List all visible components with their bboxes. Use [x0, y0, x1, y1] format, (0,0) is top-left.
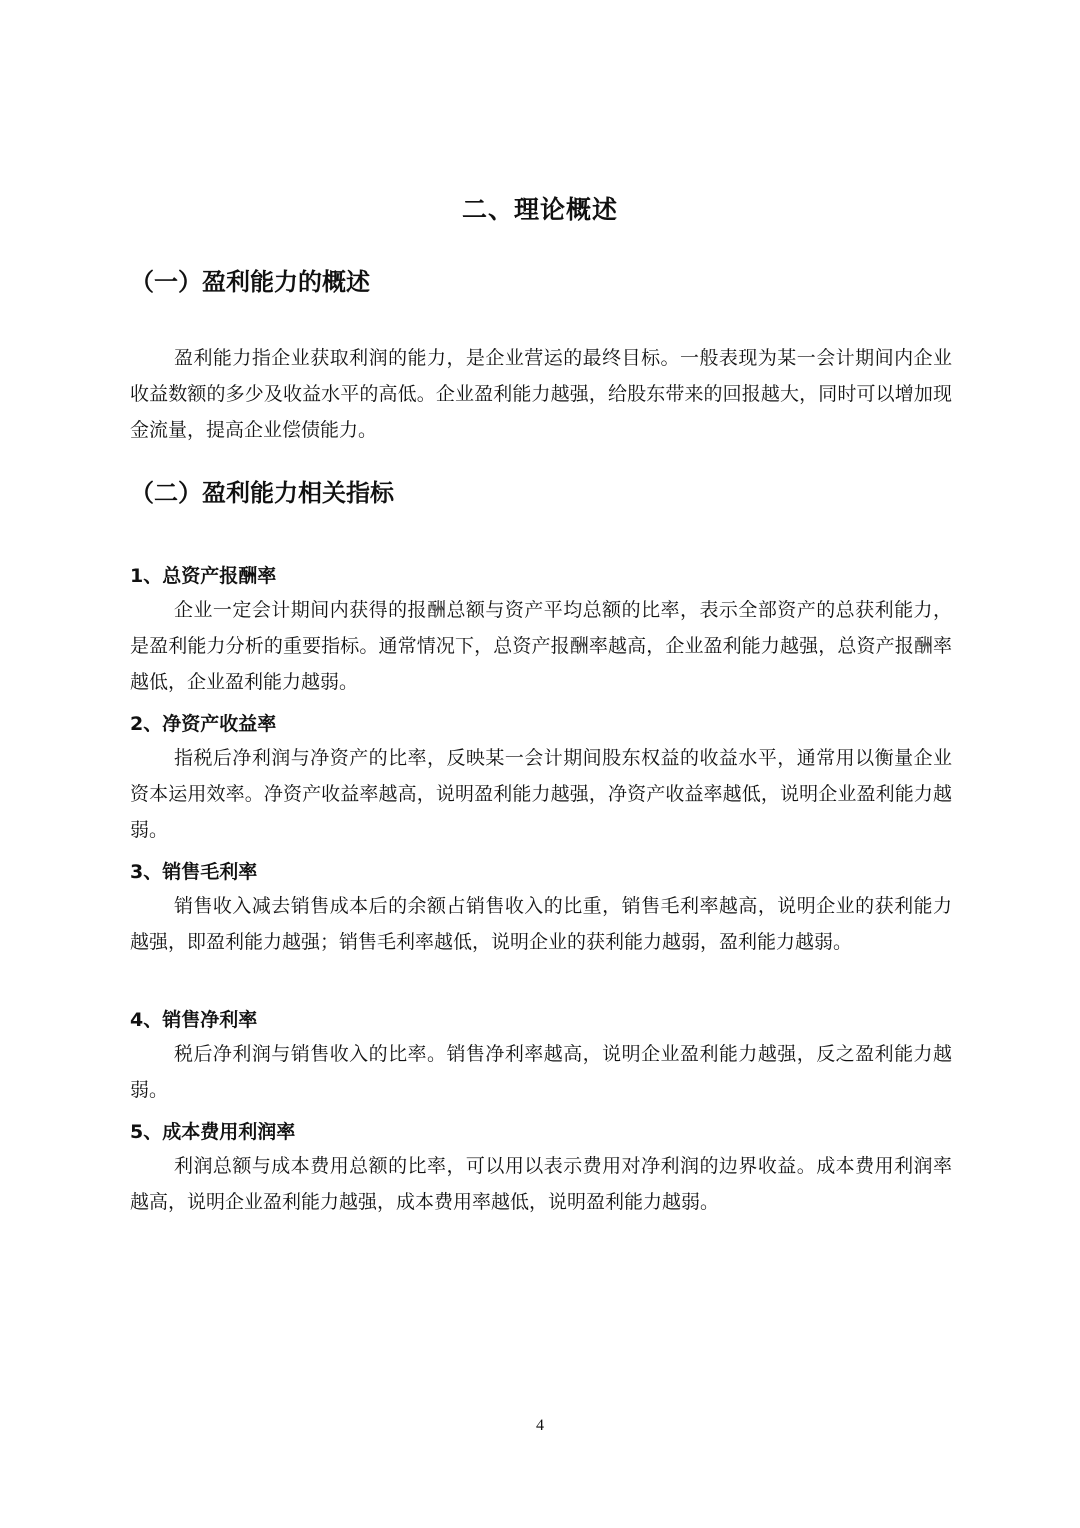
indicator-text-gross-margin: 销售收入减去销售成本后的余额占销售收入的比重，销售毛利率越高，说明企业的获利能力越强，即盈利能力越强；销售毛利率越低，说明企业的获利能力越弱，盈利能力越弱。 [130, 895, 952, 953]
chapter-title: 二、理论概述 [461, 195, 618, 224]
indicator-heading-cost-profit-ratio: 5、成本费用利润率 [130, 1121, 296, 1143]
page-number: 4 [536, 1417, 544, 1434]
paragraph-profitability-overview: 盈利能力指企业获取利润的能力，是企业营运的最终目标。一般表现为某一会计期间内企业收益数额的多少及收益水平的高低。企业盈利能力越强，给股东带来的回报越大，同时可以增加现金流量，提高企业偿债能力。 [130, 347, 952, 441]
section-heading-profitability-indicators: （二）盈利能力相关指标 [130, 479, 394, 507]
indicator-heading-roe: 2、净资产收益率 [130, 713, 277, 735]
indicator-text-net-margin: 税后净利润与销售收入的比率。销售净利率越高，说明企业盈利能力越强，反之盈利能力越弱。 [130, 1043, 952, 1101]
indicator-heading-gross-margin: 3、销售毛利率 [130, 861, 258, 883]
indicator-text-roe: 指税后净利润与净资产的比率，反映某一会计期间股东权益的收益水平，通常用以衡量企业资本运用效率。净资产收益率越高，说明盈利能力越强，净资产收益率越低，说明企业盈利能力越弱。 [130, 747, 952, 841]
indicator-heading-total-asset-return: 1、总资产报酬率 [130, 565, 277, 587]
section-heading-profitability-overview: （一）盈利能力的概述 [130, 268, 370, 296]
indicator-text-cost-profit-ratio: 利润总额与成本费用总额的比率，可以用以表示费用对净利润的边界收益。成本费用利润率越高，说明企业盈利能力越强，成本费用率越低，说明盈利能力越弱。 [130, 1155, 952, 1213]
indicator-text-total-asset-return: 企业一定会计期间内获得的报酬总额与资产平均总额的比率，表示全部资产的总获利能力，是盈利能力分析的重要指标。通常情况下，总资产报酬率越高，企业盈利能力越强，总资产报酬率越低，企业盈利能力越弱。 [130, 599, 952, 693]
indicator-heading-net-margin: 4、销售净利率 [130, 1009, 258, 1031]
